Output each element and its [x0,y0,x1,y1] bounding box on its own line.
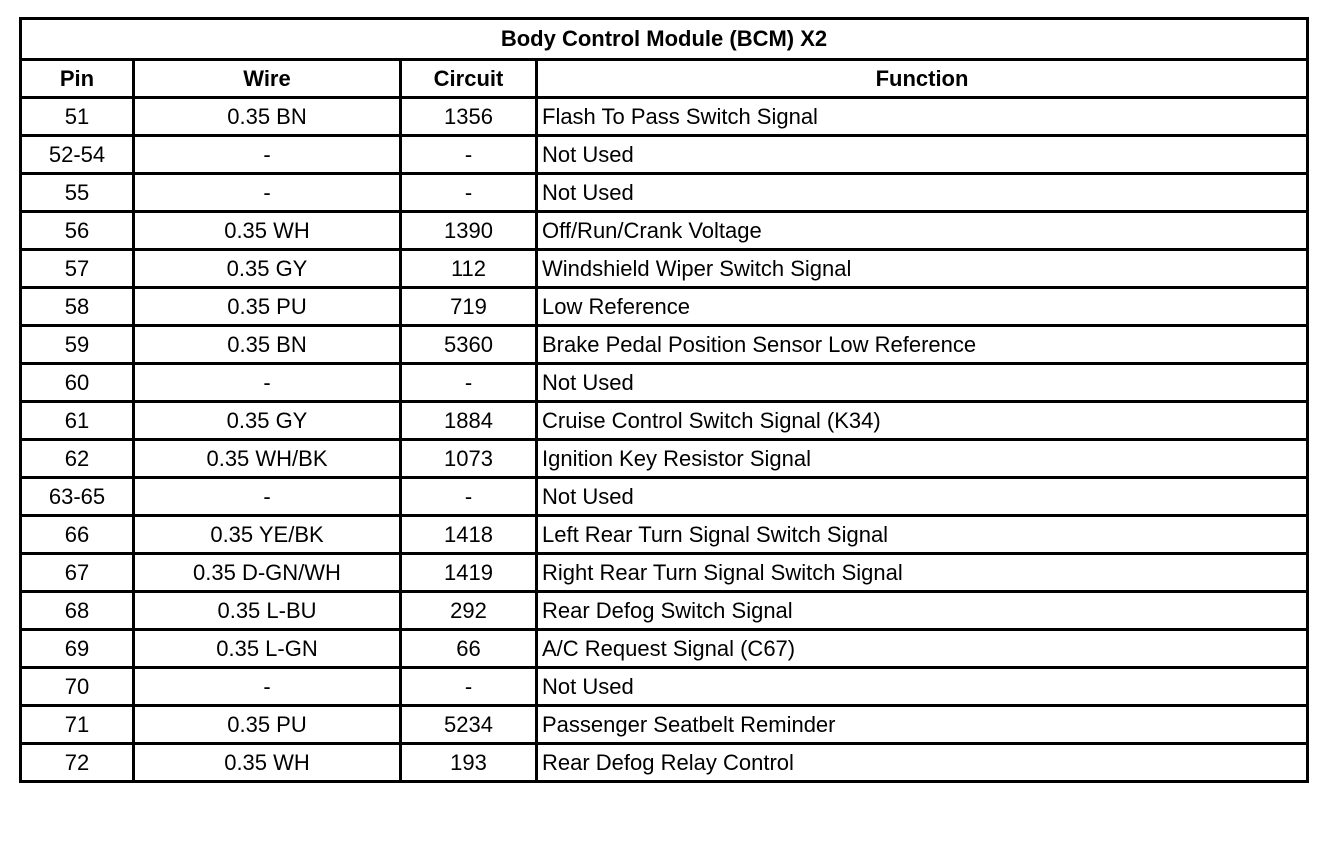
pin-cell: 57 [21,250,134,288]
connector-pinout-sheet [19,17,1309,783]
wire-cell: - [134,136,401,174]
wire-cell: 0.35 L-BU [134,592,401,630]
function-cell: Not Used [537,174,1308,212]
function-cell: Rear Defog Relay Control [537,744,1308,782]
header-pin: Pin [21,60,134,98]
wire-cell: 0.35 GY [134,402,401,440]
pin-cell: 67 [21,554,134,592]
circuit-cell: - [401,478,537,516]
function-cell: Not Used [537,136,1308,174]
header-function: Function [537,60,1308,98]
pin-cell: 72 [21,744,134,782]
circuit-cell: - [401,364,537,402]
wire-cell: - [134,668,401,706]
wire-cell: 0.35 WH [134,744,401,782]
wire-cell: 0.35 GY [134,250,401,288]
pin-cell: 71 [21,706,134,744]
pin-cell: 66 [21,516,134,554]
bcm-x2-pinout-table [19,17,1309,783]
table-row [21,554,1308,592]
wire-cell: 0.35 L-GN [134,630,401,668]
wire-cell: 0.35 D-GN/WH [134,554,401,592]
table-row [21,212,1308,250]
function-cell: Low Reference [537,288,1308,326]
circuit-cell: 112 [401,250,537,288]
circuit-cell: 292 [401,592,537,630]
wire-cell: 0.35 PU [134,706,401,744]
table-title: Body Control Module (BCM) X2 [21,19,1308,60]
table-row [21,326,1308,364]
pin-cell: 68 [21,592,134,630]
wire-cell: 0.35 WH [134,212,401,250]
wire-cell: 0.35 WH/BK [134,440,401,478]
pin-cell: 63-65 [21,478,134,516]
pin-cell: 61 [21,402,134,440]
function-cell: A/C Request Signal (C67) [537,630,1308,668]
function-cell: Right Rear Turn Signal Switch Signal [537,554,1308,592]
function-cell: Not Used [537,478,1308,516]
table-row [21,744,1308,782]
table-row [21,174,1308,212]
table-row [21,592,1308,630]
column-header-row [21,60,1308,98]
table-row [21,516,1308,554]
circuit-cell: 1356 [401,98,537,136]
circuit-cell: 719 [401,288,537,326]
pinout-rows [21,98,1308,782]
pin-cell: 51 [21,98,134,136]
circuit-cell: - [401,668,537,706]
pin-cell: 58 [21,288,134,326]
wire-cell: 0.35 YE/BK [134,516,401,554]
circuit-cell: 5234 [401,706,537,744]
header-circuit: Circuit [401,60,537,98]
function-cell: Flash To Pass Switch Signal [537,98,1308,136]
table-row [21,706,1308,744]
function-cell: Off/Run/Crank Voltage [537,212,1308,250]
circuit-cell: - [401,136,537,174]
circuit-cell: 1390 [401,212,537,250]
table-row [21,402,1308,440]
wire-cell: 0.35 PU [134,288,401,326]
circuit-cell: - [401,174,537,212]
function-cell: Not Used [537,668,1308,706]
pin-cell: 60 [21,364,134,402]
table-row [21,250,1308,288]
table-row [21,630,1308,668]
wire-cell: 0.35 BN [134,326,401,364]
circuit-cell: 5360 [401,326,537,364]
pin-cell: 59 [21,326,134,364]
circuit-cell: 1418 [401,516,537,554]
table-row [21,288,1308,326]
circuit-cell: 1419 [401,554,537,592]
function-cell: Passenger Seatbelt Reminder [537,706,1308,744]
table-title-row [21,19,1308,60]
table-row [21,136,1308,174]
circuit-cell: 1073 [401,440,537,478]
pin-cell: 69 [21,630,134,668]
wire-cell: 0.35 BN [134,98,401,136]
function-cell: Cruise Control Switch Signal (K34) [537,402,1308,440]
function-cell: Not Used [537,364,1308,402]
function-cell: Rear Defog Switch Signal [537,592,1308,630]
wire-cell: - [134,174,401,212]
wire-cell: - [134,478,401,516]
table-row [21,364,1308,402]
pin-cell: 70 [21,668,134,706]
circuit-cell: 66 [401,630,537,668]
function-cell: Windshield Wiper Switch Signal [537,250,1308,288]
table-row [21,478,1308,516]
table-row [21,98,1308,136]
pin-cell: 55 [21,174,134,212]
pin-cell: 62 [21,440,134,478]
pin-cell: 56 [21,212,134,250]
wire-cell: - [134,364,401,402]
circuit-cell: 193 [401,744,537,782]
function-cell: Ignition Key Resistor Signal [537,440,1308,478]
table-row [21,668,1308,706]
header-wire: Wire [134,60,401,98]
circuit-cell: 1884 [401,402,537,440]
table-row [21,440,1308,478]
function-cell: Brake Pedal Position Sensor Low Reference [537,326,1308,364]
pin-cell: 52-54 [21,136,134,174]
function-cell: Left Rear Turn Signal Switch Signal [537,516,1308,554]
